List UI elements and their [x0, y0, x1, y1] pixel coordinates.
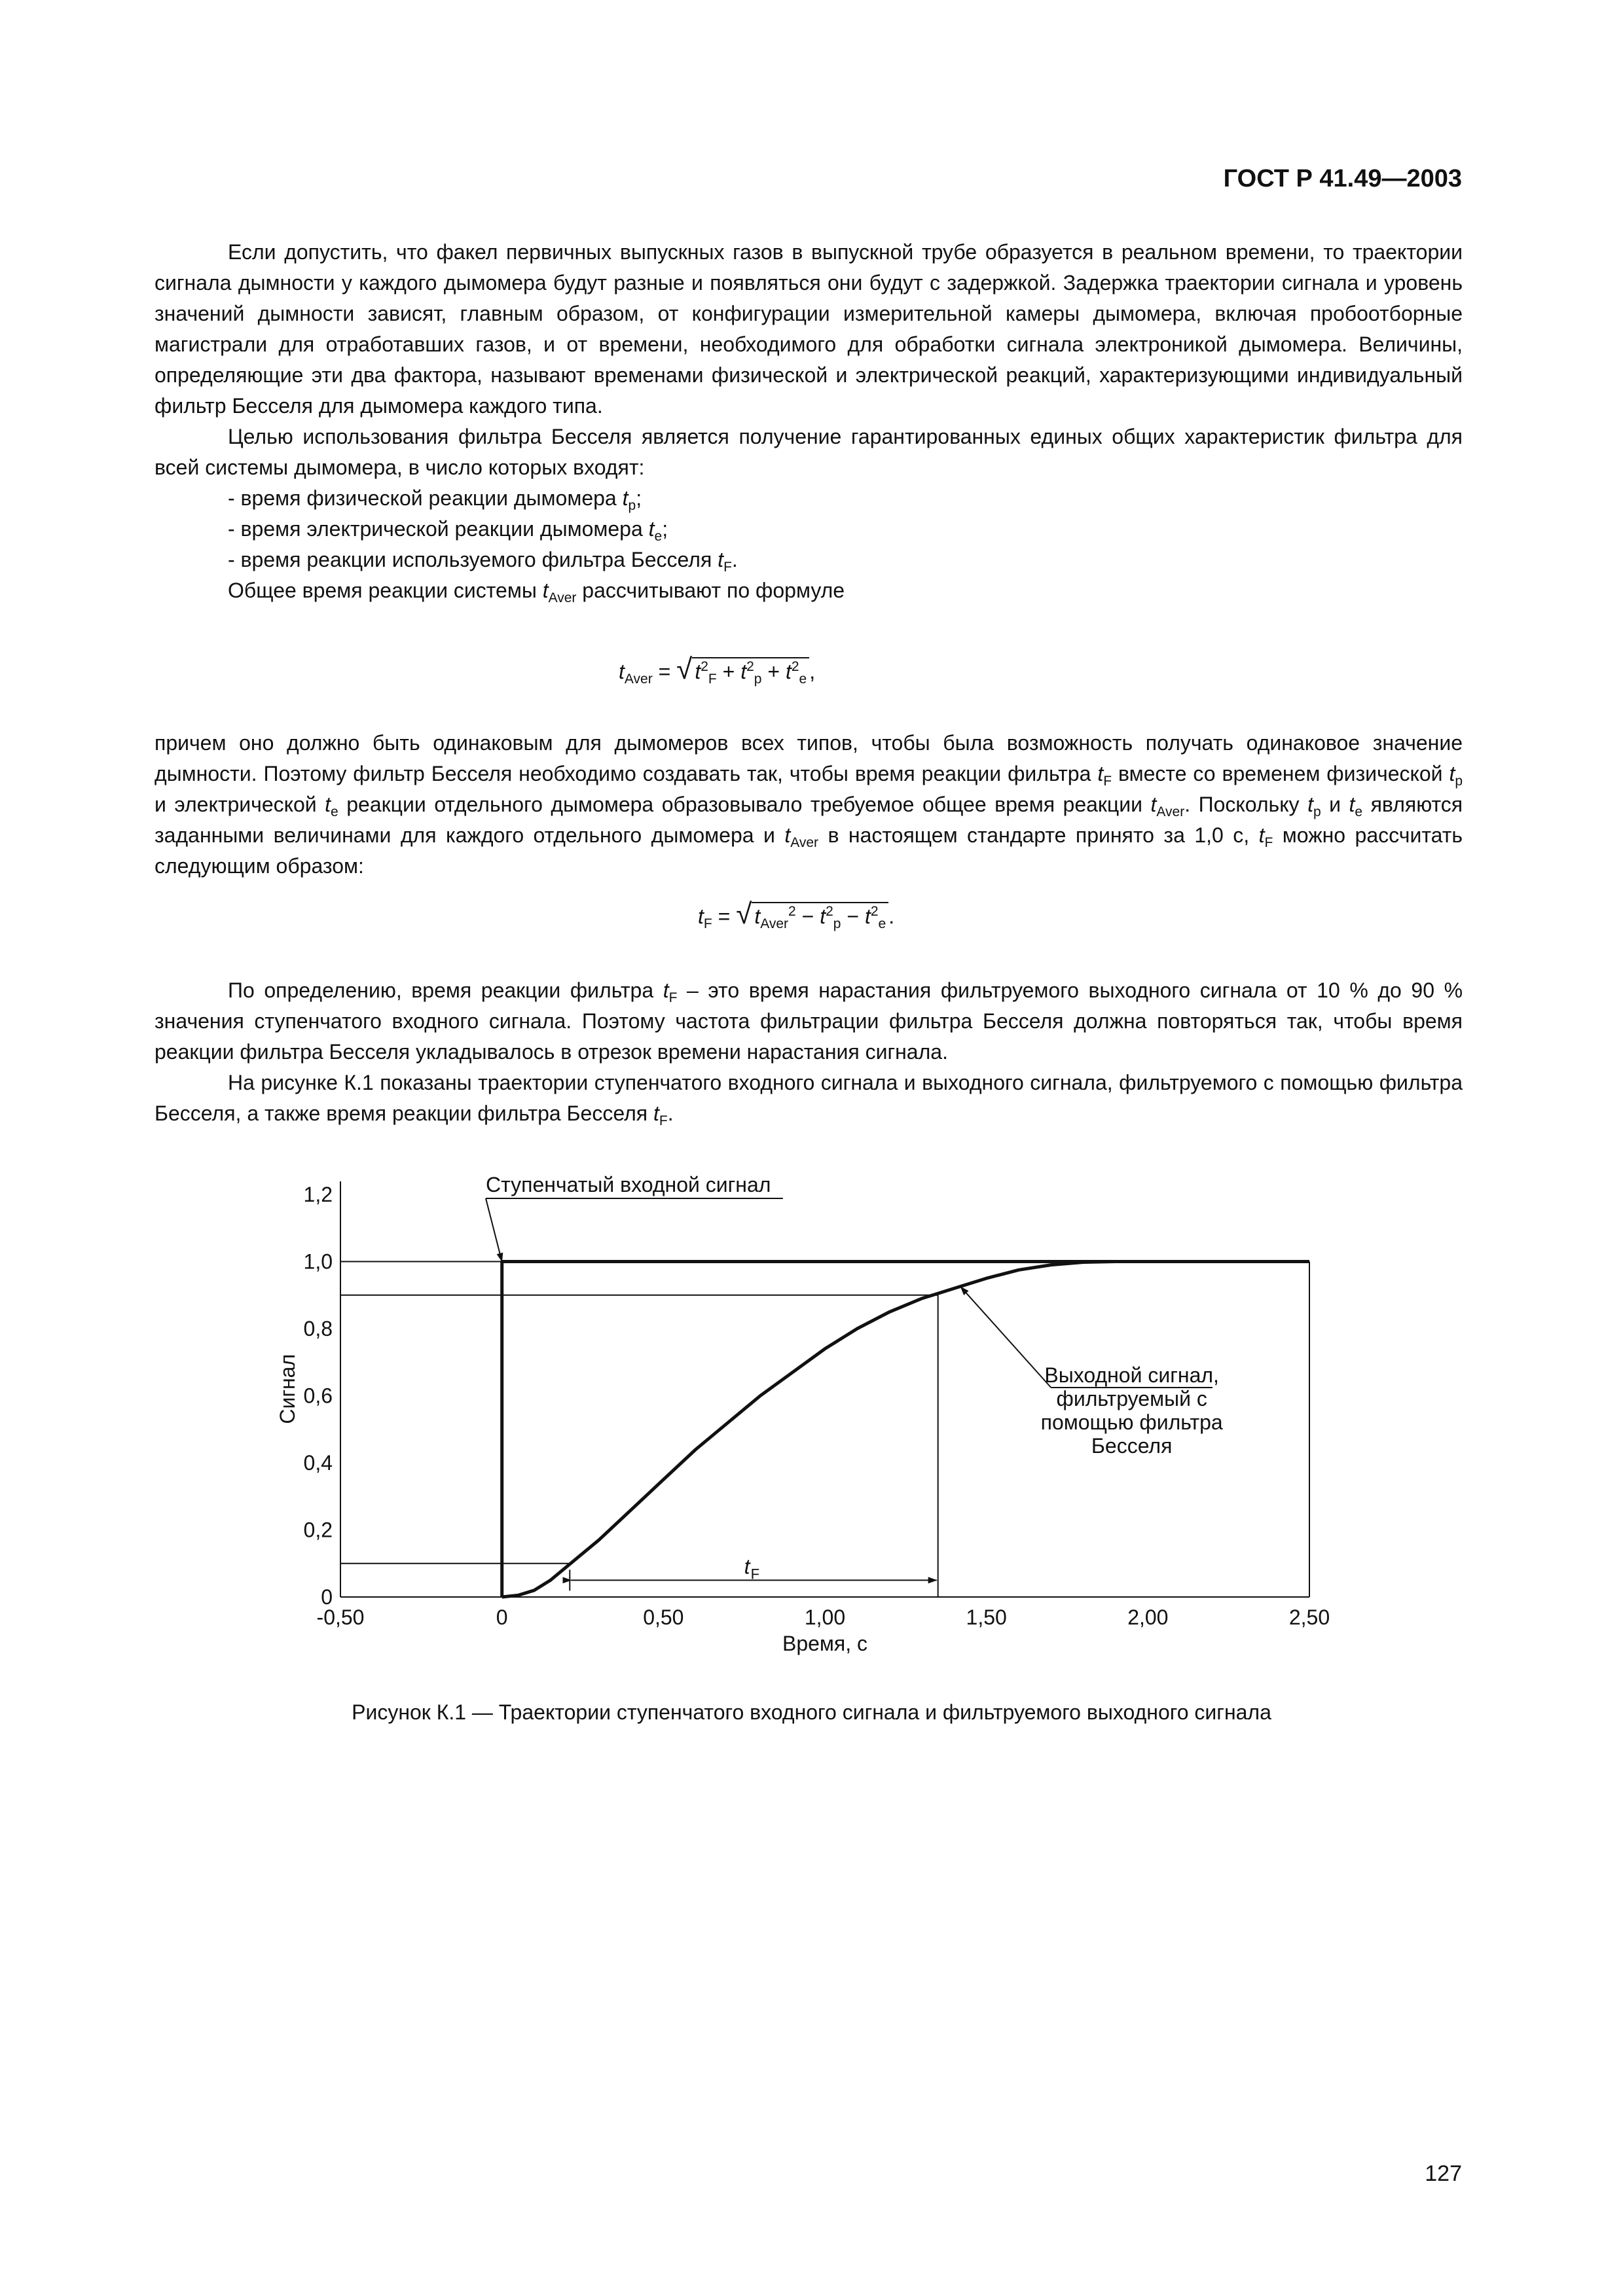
x-tick-label: 0: [496, 1605, 508, 1629]
output-label-leader: [960, 1287, 1051, 1388]
body-text-lower: [155, 975, 1463, 1129]
paragraph-3: Общее время реакции системы $t_{Aver}$ рассчитывают по формуле: [228, 579, 845, 605]
output-signal-label-line: Бесселя: [1091, 1434, 1173, 1458]
page-number: 127: [1425, 2161, 1462, 2186]
y-tick-label: 0: [321, 1585, 333, 1609]
body-text-middle: [155, 728, 1463, 882]
y-axis-label: Сигнал: [276, 1354, 299, 1424]
y-tick-label: 1,2: [303, 1183, 333, 1206]
input-signal-label: Ступенчатый входной сигнал: [486, 1173, 771, 1196]
input-label-leader: [486, 1198, 502, 1262]
output-signal-label-line: Выходной сигнал,: [1044, 1363, 1219, 1387]
paragraph-5: По определению, время реакции фильтра $t_F$ – это время нарастания фильтруемого выходного сигнала от 10 % до 90 % значения ступенчатого входного сигнала. Поэтому частота фильтрации фильтра Бесселя должна повторяться так, чтобы время реакции фильтра Бесселя укладывалось в отрезок времени нарастания сигнала.: [155, 978, 1463, 1064]
x-tick-label: 2,50: [1288, 1605, 1330, 1629]
x-axis-label: Время, с: [782, 1632, 868, 1655]
y-tick-label: 0,4: [303, 1451, 333, 1475]
y-tick-label: 0,2: [303, 1518, 333, 1542]
figure-caption: Рисунок К.1 — Траектории ступенчатого входного сигнала и фильтруемого выходного сигнала: [352, 1700, 1271, 1724]
x-tick-label: 1,50: [966, 1605, 1007, 1629]
paragraph-4: причем оно должно быть одинаковым для дымомеров всех типов, чтобы была возможность получать одинаковое значение дымности. Поэтому фильтр Бесселя необходимо создавать так, чтобы время реакции фильтра $t_F$ вместе со временем физической $t_p$ и электрической $t_e$ реакции отдельного дымомера образовывало требуемое общее время реакции $t_{Aver}$. Поскольку $t_p$ и $t_e$ являются заданными величинами для каждого отдельного дымомера и $t_{Aver}$ в настоящем стандарте принято за 1,0 с, $t_F$ можно рассчитать следующим образом:: [155, 731, 1463, 878]
document-id: ГОСТ Р 41.49—2003: [1223, 165, 1462, 192]
paragraph-6: На рисунке К.1 показаны траектории ступенчатого входного сигнала и выходного сигнала, фильтруемого с помощью фильтра Бесселя, а также время реакции фильтра Бесселя $t_F$.: [155, 1071, 1463, 1128]
tf-label-sub: F: [750, 1566, 760, 1583]
output-signal-label-line: помощью фильтра: [1040, 1410, 1223, 1434]
paragraph-2: Целью использования фильтра Бесселя является получение гарантированных единых общих характеристик фильтра для всей системы дымомера, в число которых входят:: [155, 425, 1463, 479]
output-signal-label-line: фильтруемый с: [1056, 1387, 1207, 1410]
body-text-top: [155, 237, 1463, 606]
paragraph-1: Если допустить, что факел первичных выпускных газов в выпускной трубе образуется в реальном времени, то траектории сигнала дымности у каждого дымомера будут разные и появляться они будут с задержкой. Задержка траектории сигнала и уровень значений дымности зависят, главным образом, от конфигурации измерительной камеры дымомера, включая пробоотборные магистрали для отработавших газов, и от времени, необходимого для обработки сигнала электроникой дымомера. Величины, определяющие эти два фактора, называют временами физической и электрической реакций, характеризующими индивидуальный фильтр Бесселя для дымомера каждого типа.: [155, 240, 1463, 418]
tf-label: t: [744, 1554, 750, 1579]
list-item-1: - время физической реакции дымомера $t_p$;: [228, 486, 642, 513]
x-tick-label: 2,00: [1127, 1605, 1169, 1629]
list-item-3: - время реакции используемого фильтра Бесселя $t_F$.: [228, 548, 738, 575]
y-tick-label: 0,8: [303, 1317, 333, 1340]
x-tick-label: -0,50: [316, 1605, 365, 1629]
formula-filter-response: $t_F$ = √ $t_{Aver}^2 - t^2_p - t^2_e$ .: [698, 898, 895, 931]
y-tick-label: 1,0: [303, 1249, 333, 1274]
y-tick-label: 0,6: [303, 1384, 333, 1408]
formula-total-response: $t_{Aver}$ = √ $t^2_F + t^2_p + t^2_e$ ,: [619, 653, 816, 687]
x-tick-label: 1,00: [804, 1605, 846, 1629]
x-tick-label: 0,50: [643, 1605, 684, 1629]
step-response-chart: [275, 1165, 1375, 1708]
list-item-2: - время электрической реакции дымомера $t_e$;: [228, 517, 668, 544]
